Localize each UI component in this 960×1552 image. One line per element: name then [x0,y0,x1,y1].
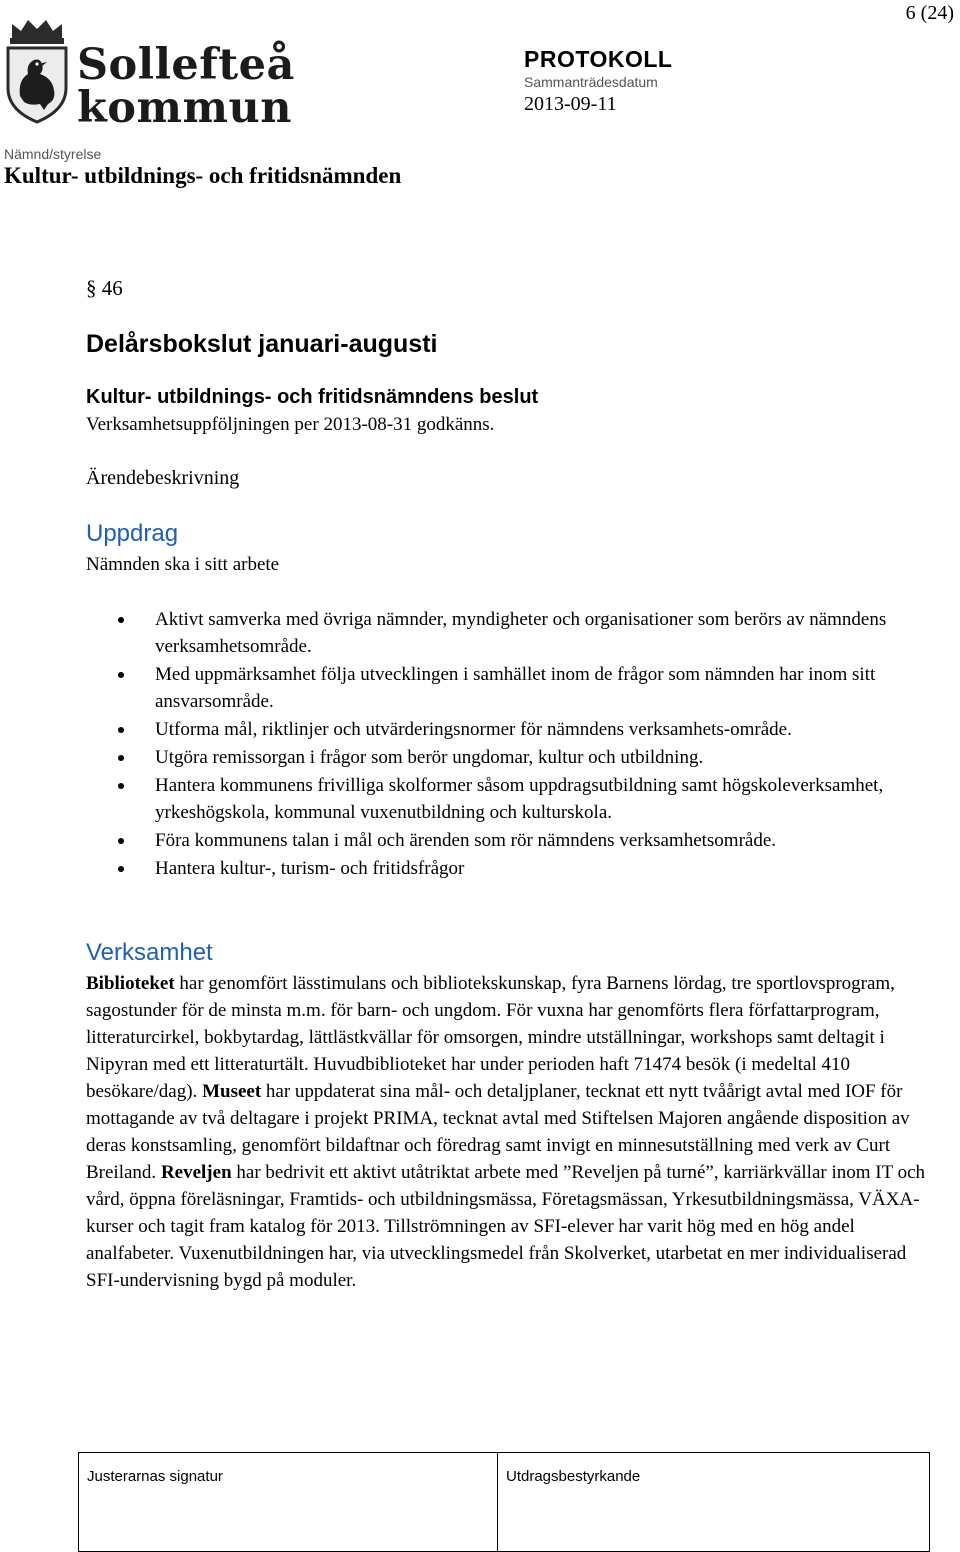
signature-box [78,1452,930,1552]
list-item: Utgöra remissorgan i frågor som berör ungdomar, kultur och utbildning. [86,744,936,771]
list-item: Med uppmärksamhet följa utvecklingen i samhället inom de frågor som nämnden har inom sitt ansvarsområde. [86,661,936,715]
municipal-crest-icon [4,18,70,124]
decision-text: Verksamhetsuppföljningen per 2013-08-31 godkänns. [86,414,495,435]
logo-text-line2: kommun [77,83,292,133]
description-heading: Ärendebeskrivning [86,467,240,489]
museum-label: Museet [202,1081,262,1102]
meeting-date: 2013-09-11 [524,93,617,115]
list-item: Hantera kommunens frivilliga skolformer såsom uppdragsutbildning samt högskoleverksamhet, yrkeshögskola, kommunal vuxenutbildning och kulturskola. [86,772,936,826]
activity-heading: Verksamhet [86,939,213,966]
case-title: Delårsbokslut januari-augusti [86,330,438,358]
assignment-list [86,606,936,883]
signature-divider [497,1453,498,1551]
logo-text-line1: Sollefteå [77,40,295,90]
page-number: 6 (24) [905,2,954,24]
meeting-date-label: Sammanträdesdatum [524,74,658,90]
reveljen-label: Reveljen [160,1162,232,1183]
assignment-heading: Uppdrag [86,520,179,547]
document-type: PROTOKOLL [524,46,673,72]
library-label: Biblioteket [86,973,175,994]
list-item: Föra kommunens talan i mål och ärenden som rör nämndens verksamhetsområde. [86,827,936,854]
decision-heading: Kultur- utbildnings- och fritidsnämndens beslut [86,386,539,408]
library-text: har genomfört lässtimulans och bibliotekskunskap, fyra Barnens lördag, tre sportlovsprogram, sagostunder för de minsta m.m. för barn- och ungdom. För vuxna har genomförts flera författarprogram, litteraturcirkel, bokbytardag, lättlästkvällar för omsorgen, mindre utställningar, workshops samt deltagit i Nipyran med ett litteraturtält. Huvudbiblioteket har under perioden haft 71474 besök (i medeltal 410 besökare/dag). [86,973,895,1102]
board-label: Nämnd/styrelse [4,146,102,162]
activity-paragraph [86,970,936,1294]
list-item: Aktivt samverka med övriga nämnder, myndigheter och organisationer som berörs av nämndens verksamhetsområde. [86,606,936,660]
list-item: Utforma mål, riktlinjer och utvärderingsnormer för nämndens verksamhets-område. [86,716,936,743]
municipality-logo [4,18,304,133]
section-number: § 46 [86,276,123,300]
list-item: Hantera kultur-, turism- och fritidsfrågor [86,855,936,882]
signature-label: Justerarnas signatur [87,1468,223,1485]
assignment-intro: Nämnden ska i sitt arbete [86,554,280,575]
board-name: Kultur- utbildnings- och fritidsnämnden [4,163,402,188]
reveljen-text: har bedrivit ett aktivt utåtriktat arbete med ”Reveljen på turné”, karriärkvällar inom IT och vård, öppna föreläsningar, Framtids- och utbildningsmässa, Företagsmässan, Yrkesutbildningsmässa, VÄXA-kurser och tagit fram katalog för 2013. Tillströmningen av SFI-elever har varit hög med en hög andel analfabeter. Vuxenutbildningen har, via utvecklingsmedel från Skolverket, utarbetat en mer individualiserad SFI-undervisning bygd på moduler. [86,1162,926,1291]
certified-label: Utdragsbestyrkande [506,1468,641,1485]
museum-text: har uppdaterat sina mål- och detaljplaner, tecknat ett nytt tvåårigt avtal med IOF för mottagande av två deltagare i projekt PRIMA, tecknat avtal med Stiftelsen Majoren angående disposition av deras konstsamling, genomfört bildaftnar och föredrag samt invigt en minnesutställning med verk av Curt Breiland. [86,1081,910,1183]
